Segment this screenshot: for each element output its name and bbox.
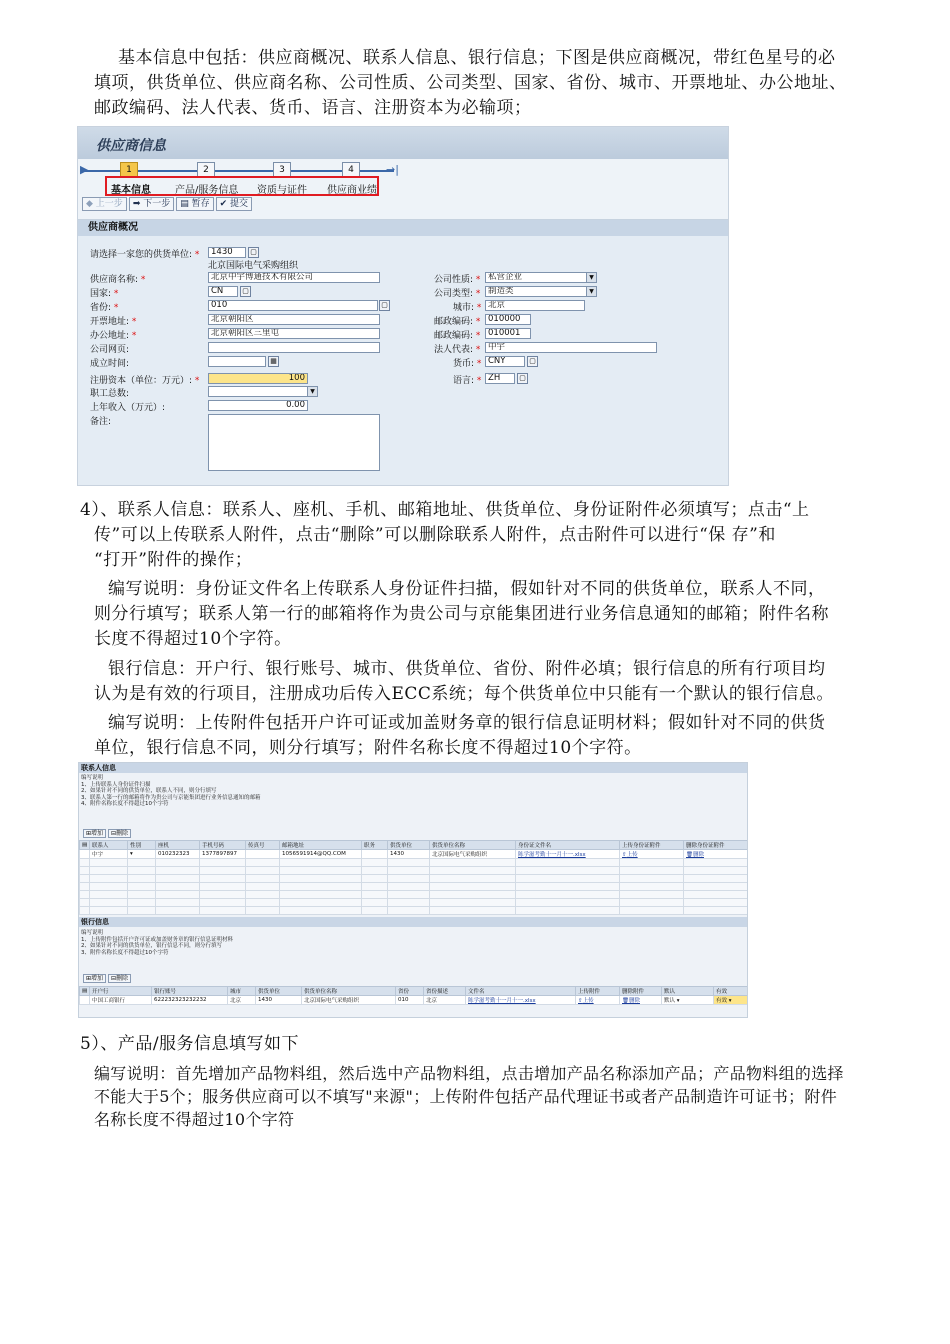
col-header[interactable]: 手机号码 — [200, 841, 246, 850]
value-help-icon[interactable]: ▢ — [517, 373, 528, 384]
col-header[interactable]: 有效 — [714, 987, 749, 996]
delete-link[interactable]: 🗑删除 — [620, 996, 662, 1005]
contact-note-line-3: 长度不得超过10个字符。 — [94, 629, 292, 649]
supplier-unit-name: 北京国际电气采购组织 — [208, 261, 299, 271]
city-input[interactable]: 北京 — [485, 300, 585, 311]
step-4[interactable]: 4 — [342, 162, 360, 178]
roadmap-end-icon: →| — [386, 163, 399, 176]
col-header[interactable]: 开户行 — [90, 987, 152, 996]
bank-line-1: 银行信息：开户行、银行账号、城市、供货单位、省份、附件必填；银行信息的所有行项目均 — [108, 659, 826, 679]
supplier-name-label: 供应商名称: * — [90, 275, 146, 285]
contact-notes — [81, 775, 261, 808]
website-input[interactable] — [208, 342, 380, 353]
form-area — [78, 219, 728, 486]
select-all-icon[interactable]: ▤ — [80, 841, 90, 850]
valid-select[interactable]: 有效 ▾ — [714, 996, 749, 1005]
country-label: 国家: * — [90, 289, 119, 299]
cell[interactable]: 北京 — [228, 996, 256, 1005]
col-header[interactable]: 删除身份证附件 — [684, 841, 749, 850]
add-bank-button[interactable]: ⊞增加 — [83, 974, 106, 983]
type-label: 公司类型: * — [434, 289, 481, 299]
note-line: 编写说明 — [81, 775, 104, 781]
city-label: 城市: * — [453, 303, 482, 313]
cell[interactable]: 1377897897 — [200, 850, 246, 859]
contact-line-2: 传”可以上传联系人附件，点击“删除”可以删除联系人附件，点击附件可以进行“保 存”和 — [94, 525, 776, 545]
value-help-icon[interactable]: ▢ — [248, 247, 259, 258]
table-row[interactable] — [80, 996, 749, 1005]
default-select[interactable]: 默认 ▾ — [662, 996, 714, 1005]
toolbar — [82, 197, 252, 211]
intro-line-2: 填项，供货单位、供应商名称、公司性质、公司类型、国家、省份、城市、开票地址、办公地址、 — [94, 73, 847, 93]
remark-textarea[interactable] — [208, 414, 380, 471]
cell[interactable] — [362, 850, 388, 859]
contact-header-row — [80, 841, 749, 850]
table-row[interactable] — [80, 850, 749, 859]
cell[interactable]: 1430 — [388, 850, 430, 859]
col-header[interactable]: 供货单位 — [256, 987, 302, 996]
table-row[interactable] — [80, 883, 749, 891]
id-file-link[interactable]: 陈学滋考勤十一月十一.xlsx — [516, 850, 620, 859]
table-row[interactable] — [80, 875, 749, 883]
contact-section-title: 联系人信息 — [79, 763, 747, 773]
table-row[interactable] — [80, 899, 749, 907]
founded-input[interactable] — [208, 356, 266, 367]
value-help-icon[interactable]: ▢ — [527, 356, 538, 367]
col-header[interactable]: 邮箱地址 — [280, 841, 362, 850]
row-selector[interactable] — [80, 996, 90, 1005]
cell[interactable] — [246, 850, 280, 859]
revenue-input[interactable]: 0.00 — [208, 400, 308, 411]
col-header[interactable]: 上传附件 — [576, 987, 620, 996]
contact-note-line-1: 编写说明：身份证文件名上传联系人身份证件扫描，假如针对不同的供货单位，联系人不同， — [108, 579, 826, 599]
product-note-line-1: 编写说明：首先增加产品物料组，然后选中产品物料组，点击增加产品名称添加产品；产品物料组的选择 — [94, 1064, 844, 1083]
contact-line-3: “打开”附件的操作； — [94, 550, 253, 570]
col-header[interactable]: 联系人 — [90, 841, 128, 850]
prev-button[interactable]: ◆ 上一步 — [82, 197, 127, 211]
col-header[interactable]: 省份 — [396, 987, 424, 996]
col-header[interactable]: 传真号 — [246, 841, 280, 850]
col-header[interactable]: 供货单位名称 — [430, 841, 516, 850]
delete-link[interactable]: 🗑删除 — [684, 850, 749, 859]
intro-line-3: 邮政编码、法人代表、货币、语言、注册资本为必输项； — [94, 98, 532, 118]
col-header[interactable]: 上传身份证附件 — [620, 841, 684, 850]
cell[interactable]: 010 — [396, 996, 424, 1005]
supplier-info-screenshot — [77, 126, 729, 486]
step-label-qualification[interactable]: 资质与证件 — [257, 185, 307, 196]
col-header[interactable]: 删除附件 — [620, 987, 662, 996]
table-row[interactable] — [80, 867, 749, 875]
legal-rep-label: 法人代表: * — [434, 345, 481, 355]
col-header[interactable]: 城市 — [228, 987, 256, 996]
currency-input[interactable]: CNY — [485, 356, 525, 367]
zip-label-1: 邮政编码: * — [434, 317, 481, 327]
col-header[interactable]: 供货单位名称 — [302, 987, 396, 996]
staff-label: 职工总数: — [90, 389, 130, 399]
col-header[interactable]: 默认 — [662, 987, 714, 996]
col-header[interactable]: 供货单位 — [388, 841, 430, 850]
province-label: 省份: * — [90, 303, 119, 313]
note-line: 编写说明 — [81, 930, 104, 936]
nature-label: 公司性质: * — [434, 275, 481, 285]
cell[interactable]: 北京国际电气采购组织 — [302, 996, 396, 1005]
calendar-icon[interactable]: ▦ — [268, 356, 279, 367]
contact-table — [79, 840, 748, 915]
cell[interactable]: 中国工商银行 — [90, 996, 152, 1005]
select-all-icon[interactable]: ▤ — [80, 987, 90, 996]
office-address-label: 办公地址: * — [90, 331, 137, 341]
bank-notes — [81, 930, 233, 956]
product-note-line-3: 名称长度不得超过10个字符 — [94, 1110, 295, 1129]
country-input[interactable]: CN — [208, 286, 238, 297]
capital-input[interactable]: 100 — [208, 373, 308, 384]
col-header[interactable]: 性别 — [128, 841, 156, 850]
page-title: 供应商信息 — [96, 138, 166, 154]
product-heading: 5）、产品/服务信息填写如下 — [80, 1034, 300, 1054]
supplier-name-input[interactable]: 北京中宇博通技术有限公司 — [208, 272, 380, 283]
chevron-down-icon[interactable]: ▼ — [307, 387, 317, 396]
cell[interactable]: 010232323 — [156, 850, 200, 859]
upload-link[interactable]: ⇧上传 — [620, 850, 684, 859]
col-header[interactable]: 省份描述 — [424, 987, 466, 996]
invoice-address-label: 开票地址: * — [90, 317, 137, 327]
contact-toolbar — [83, 829, 131, 838]
cell[interactable]: 1056591914@QQ.COM — [280, 850, 362, 859]
office-address-input[interactable]: 北京朝阳区三里屯 — [208, 328, 380, 339]
submit-button[interactable]: ✔ 提交 — [216, 197, 252, 211]
note-line: 1、上传附件包括开户许可证或加盖财务章的银行信息证明材料 — [81, 936, 234, 943]
step-2[interactable]: 2 — [197, 162, 215, 178]
bank-section-title: 银行信息 — [79, 917, 747, 927]
add-contact-button[interactable]: ⊞增加 — [83, 829, 106, 838]
upload-link[interactable]: ⇧上传 — [576, 996, 620, 1005]
col-header[interactable]: 身份证文件名 — [516, 841, 620, 850]
cell[interactable]: 北京 — [424, 996, 466, 1005]
next-button[interactable]: ➡ 下一步 — [129, 197, 174, 211]
bank-table — [79, 986, 748, 1005]
zip-input-2[interactable]: 010001 — [485, 328, 531, 339]
save-draft-button[interactable]: ▤ 暂存 — [176, 197, 213, 211]
type-select[interactable]: 制造类 ▼ — [485, 286, 597, 297]
roadmap — [78, 159, 728, 219]
roadmap-start-icon: ▶ — [80, 163, 89, 176]
table-row[interactable] — [80, 891, 749, 899]
chevron-down-icon[interactable]: ▼ — [586, 273, 596, 282]
value-help-icon[interactable]: ▢ — [379, 300, 390, 311]
step-3[interactable]: 3 — [273, 162, 291, 178]
capital-label: 注册资本（单位：万元）: * — [90, 376, 200, 386]
currency-label: 货币: * — [453, 359, 482, 369]
language-input[interactable]: ZH — [485, 373, 515, 384]
cell[interactable]: 北京国际电气采购组织 — [430, 850, 516, 859]
cell[interactable]: 中宇 — [90, 850, 128, 859]
contact-bank-screenshot — [78, 762, 748, 1018]
section-title: 供应商概况 — [78, 220, 728, 236]
chevron-down-icon[interactable]: ▼ — [586, 287, 596, 296]
table-row[interactable] — [80, 859, 749, 867]
contact-note-line-2: 则分行填写；联系人第一行的邮箱将作为贵公司与京能集团进行业务信息通知的邮箱；附件名称 — [94, 604, 829, 624]
step-label-performance[interactable]: 供应商业绩 — [327, 185, 377, 196]
contact-line-1: 4）、联系人信息：联系人、座机、手机、邮箱地址、供货单位、身份证附件必须填写；点击“上 — [80, 500, 810, 520]
province-input[interactable]: 010 — [208, 300, 378, 311]
col-header[interactable]: 银行账号 — [152, 987, 228, 996]
language-label: 语言: * — [453, 376, 482, 386]
supplier-unit-label: 请选择一家您的供货单位: * — [90, 250, 200, 260]
bank-header-row — [80, 987, 749, 996]
note-line: 2、如果针对不同的供货单位，联系人不同，则分行填写 — [81, 788, 217, 794]
staff-select[interactable] — [208, 386, 318, 397]
bank-note-line-2: 单位，银行信息不同，则分行填写；附件名称长度不得超过10个字符。 — [94, 738, 642, 758]
legal-rep-input[interactable]: 中宇 — [485, 342, 657, 353]
step-label-basic[interactable]: 基本信息 — [111, 185, 151, 196]
col-header[interactable]: 职务 — [362, 841, 388, 850]
zip-label-2: 邮政编码: * — [434, 331, 481, 341]
cell[interactable]: 1430 — [256, 996, 302, 1005]
bank-toolbar — [83, 974, 131, 983]
note-line: 2、如果针对不同的供货单位，银行信息不同，则分行填写 — [81, 943, 223, 949]
note-line: 4、附件名称长度不得超过10个字符 — [81, 801, 169, 807]
title-bar — [78, 127, 728, 159]
product-note-line-2: 不能大于5个；服务供应商可以不填写"来源"；上传附件包括产品代理证书或者产品制造许可证书；附件 — [94, 1087, 837, 1106]
supplier-unit-input[interactable]: 1430 — [208, 247, 246, 258]
invoice-address-input[interactable]: 北京朝阳区 — [208, 314, 380, 325]
note-line: 1、上传联系人身份证件扫描 — [81, 781, 151, 788]
bank-note-line-1: 编写说明：上传附件包括开户许可证或加盖财务章的银行信息证明材料；假如针对不同的供货 — [108, 713, 826, 733]
step-1[interactable]: 1 — [120, 162, 138, 178]
revenue-label: 上年收入（万元）: — [90, 403, 166, 413]
note-line: 3、联系人第一行的邮箱将作为贵公司与京能集团进行业务信息通知的邮箱 — [81, 794, 261, 801]
zip-input-1[interactable]: 010000 — [485, 314, 531, 325]
delete-bank-button[interactable]: ⊟删除 — [108, 974, 131, 983]
delete-contact-button[interactable]: ⊟删除 — [108, 829, 131, 838]
row-selector[interactable] — [80, 850, 90, 859]
founded-label: 成立时间: — [90, 359, 130, 369]
nature-select[interactable]: 私营企业 ▼ — [485, 272, 597, 283]
intro-line-1: 基本信息中包括：供应商概况、联系人信息、银行信息；下图是供应商概况，带红色星号的必 — [118, 48, 836, 68]
col-header[interactable]: 文件名 — [466, 987, 576, 996]
value-help-icon[interactable]: ▢ — [240, 286, 251, 297]
gender-select[interactable]: ▾ — [128, 850, 156, 859]
website-label: 公司网页: — [90, 345, 130, 355]
bank-line-2: 认为是有效的行项目，注册成功后传入ECC系统；每个供货单位中只能有一个默认的银行信息。 — [94, 684, 834, 704]
remark-label: 备注: — [90, 417, 112, 427]
col-header[interactable]: 座机 — [156, 841, 200, 850]
bank-file-link[interactable]: 陈学滋考勤十一月十一.xlsx — [466, 996, 576, 1005]
table-row[interactable] — [80, 907, 749, 915]
step-label-product[interactable]: 产品/服务信息 — [175, 185, 239, 196]
cell[interactable]: 622232323232232 — [152, 996, 228, 1005]
note-line: 3、附件名称长度不得超过10个字符 — [81, 949, 169, 956]
